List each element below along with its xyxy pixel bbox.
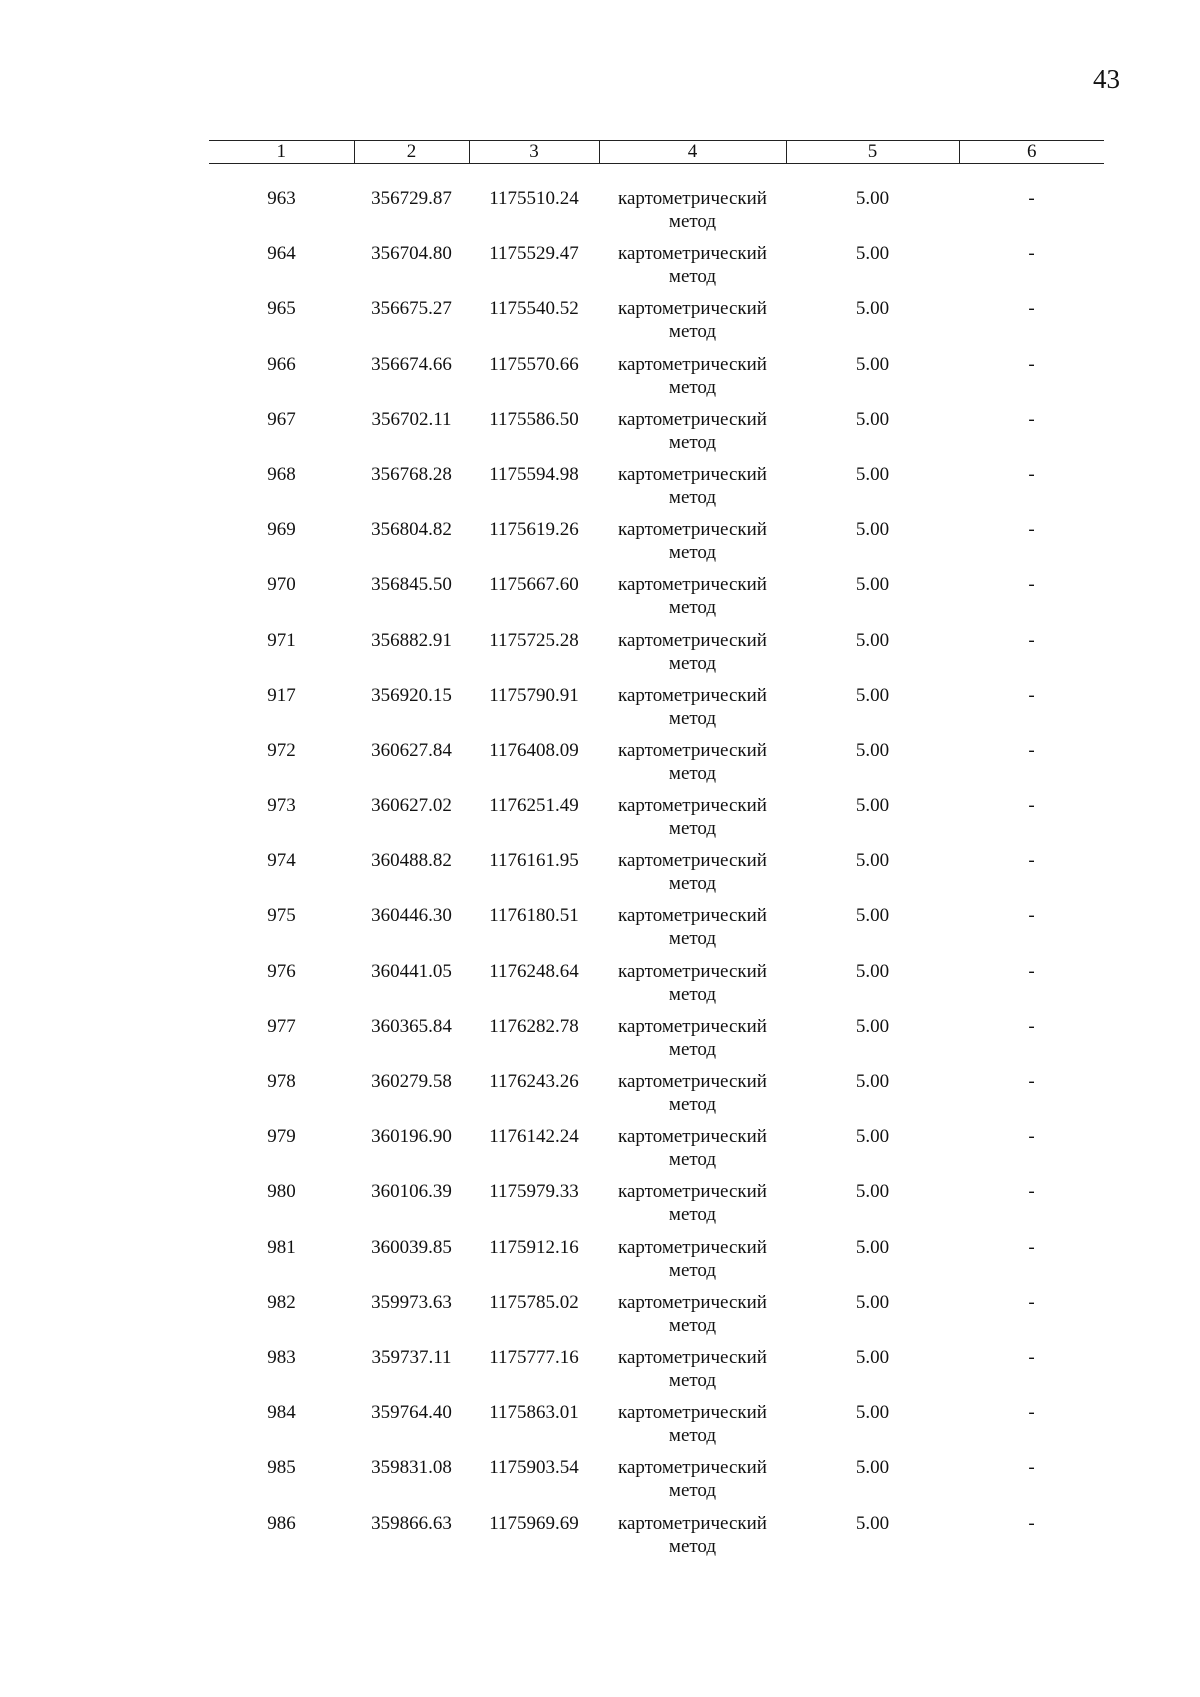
- method-line-1: картометрический: [618, 1181, 767, 1203]
- method-cell: [599, 1125, 786, 1180]
- column-header: 1: [209, 141, 354, 164]
- point-number-cell: 981: [267, 1236, 296, 1258]
- table-row: [209, 242, 1104, 297]
- y-coordinate-cell: 1175529.47: [489, 243, 579, 265]
- note-cell: -: [1028, 298, 1035, 320]
- accuracy-cell: 5.00: [855, 1291, 890, 1313]
- point-number-cell: 984: [267, 1402, 296, 1424]
- y-coordinate-cell: 1176248.64: [489, 960, 579, 982]
- y-coordinate-cell: 1176251.49: [489, 795, 579, 817]
- note-cell: -: [1028, 519, 1035, 541]
- accuracy-cell: 5.00: [855, 850, 890, 872]
- method-cell: [599, 684, 786, 739]
- point-number-cell: 976: [267, 960, 296, 982]
- accuracy-cell: 5.00: [855, 574, 890, 596]
- method-cell: [599, 904, 786, 959]
- point-number-cell: 979: [267, 1126, 296, 1148]
- table-row: [209, 518, 1104, 573]
- method-cell: [599, 629, 786, 684]
- table-row: [209, 297, 1104, 352]
- y-coordinate-cell: 1176142.24: [489, 1126, 579, 1148]
- y-coordinate-cell: 1175570.66: [489, 353, 579, 375]
- method-cell: [599, 187, 786, 242]
- method-line-1: картометрический: [618, 1512, 767, 1534]
- note-cell: -: [1028, 1015, 1035, 1037]
- accuracy-cell: 5.00: [855, 353, 890, 375]
- point-number-cell: 969: [267, 519, 296, 541]
- method-line-2: метод: [668, 652, 717, 674]
- method-cell: [599, 1070, 786, 1125]
- method-line-2: метод: [668, 1314, 717, 1336]
- method-line-1: картометрический: [618, 1015, 767, 1037]
- accuracy-cell: 5.00: [855, 298, 890, 320]
- table-row: [209, 1015, 1104, 1070]
- accuracy-cell: 5.00: [855, 1402, 890, 1424]
- y-coordinate-cell: 1175903.54: [489, 1457, 579, 1479]
- table-header: [209, 141, 1104, 164]
- accuracy-cell: 5.00: [855, 1015, 890, 1037]
- accuracy-cell: 5.00: [855, 1512, 890, 1534]
- x-coordinate-cell: 360627.84: [371, 739, 452, 761]
- x-coordinate-cell: 359866.63: [371, 1512, 452, 1534]
- table-row: [209, 463, 1104, 518]
- x-coordinate-cell: 356674.66: [371, 353, 452, 375]
- table-row: [209, 1401, 1104, 1456]
- accuracy-cell: 5.00: [855, 1346, 890, 1368]
- method-cell: [599, 1512, 786, 1567]
- note-cell: -: [1028, 960, 1035, 982]
- method-line-1: картометрический: [618, 519, 767, 541]
- method-line-2: метод: [668, 321, 717, 343]
- y-coordinate-cell: 1176180.51: [489, 905, 579, 927]
- x-coordinate-cell: 359737.11: [371, 1346, 452, 1368]
- y-coordinate-cell: 1175790.91: [489, 684, 579, 706]
- table-row: [209, 1346, 1104, 1401]
- method-line-1: картометрический: [618, 188, 767, 209]
- y-coordinate-cell: 1175863.01: [489, 1402, 579, 1424]
- x-coordinate-cell: 356920.15: [371, 684, 452, 706]
- table-row: [209, 684, 1104, 739]
- method-cell: [599, 1291, 786, 1346]
- note-cell: -: [1028, 739, 1035, 761]
- method-line-1: картометрический: [618, 298, 767, 320]
- x-coordinate-cell: 360446.30: [371, 905, 452, 927]
- accuracy-cell: 5.00: [855, 739, 890, 761]
- accuracy-cell: 5.00: [855, 1181, 890, 1203]
- column-header: 2: [354, 141, 469, 164]
- method-line-2: метод: [668, 818, 717, 840]
- point-number-cell: 983: [267, 1346, 296, 1368]
- accuracy-cell: 5.00: [855, 1457, 890, 1479]
- method-line-2: метод: [668, 376, 717, 398]
- note-cell: -: [1028, 905, 1035, 927]
- method-line-2: метод: [668, 542, 717, 564]
- table-spacer: [209, 164, 1104, 188]
- table-row: [209, 960, 1104, 1015]
- point-number-cell: 963: [267, 188, 296, 209]
- y-coordinate-cell: 1175777.16: [489, 1346, 579, 1368]
- table-row: [209, 1236, 1104, 1291]
- method-cell: [599, 1015, 786, 1070]
- method-cell: [599, 353, 786, 408]
- x-coordinate-cell: 360441.05: [371, 960, 452, 982]
- accuracy-cell: 5.00: [855, 960, 890, 982]
- point-number-cell: 982: [267, 1291, 296, 1313]
- y-coordinate-cell: 1175586.50: [489, 408, 579, 430]
- y-coordinate-cell: 1175979.33: [489, 1181, 579, 1203]
- y-coordinate-cell: 1176161.95: [489, 850, 579, 872]
- method-line-2: метод: [668, 597, 717, 619]
- method-line-2: метод: [668, 266, 717, 288]
- accuracy-cell: 5.00: [855, 188, 890, 209]
- table-row: [209, 904, 1104, 959]
- x-coordinate-cell: 360279.58: [371, 1071, 452, 1092]
- note-cell: -: [1028, 574, 1035, 596]
- method-line-2: метод: [668, 873, 717, 895]
- table-row: [209, 629, 1104, 684]
- method-line-1: картометрический: [618, 629, 767, 651]
- method-line-1: картометрический: [618, 1126, 767, 1148]
- point-number-cell: 967: [267, 408, 296, 430]
- method-line-2: метод: [668, 1425, 717, 1447]
- note-cell: -: [1028, 1402, 1035, 1424]
- method-cell: [599, 1236, 786, 1291]
- accuracy-cell: 5.00: [855, 629, 890, 651]
- table-row: [209, 739, 1104, 794]
- x-coordinate-cell: 356702.11: [371, 408, 452, 430]
- x-coordinate-cell: 356729.87: [371, 188, 452, 209]
- note-cell: -: [1028, 353, 1035, 375]
- y-coordinate-cell: 1176282.78: [489, 1015, 579, 1037]
- point-number-cell: 980: [267, 1181, 296, 1203]
- method-line-1: картометрический: [618, 684, 767, 706]
- method-line-1: картометрический: [618, 795, 767, 817]
- method-line-1: картометрический: [618, 1236, 767, 1258]
- x-coordinate-cell: 356804.82: [371, 519, 452, 541]
- column-header: 3: [469, 141, 599, 164]
- y-coordinate-cell: 1176243.26: [489, 1071, 579, 1092]
- table-row: [209, 408, 1104, 463]
- note-cell: -: [1028, 850, 1035, 872]
- accuracy-cell: 5.00: [855, 795, 890, 817]
- accuracy-cell: 5.00: [855, 1236, 890, 1258]
- method-line-2: метод: [668, 1259, 717, 1281]
- y-coordinate-cell: 1175969.69: [489, 1512, 579, 1534]
- x-coordinate-cell: 360365.84: [371, 1015, 452, 1037]
- note-cell: -: [1028, 1291, 1035, 1313]
- column-header: 4: [599, 141, 786, 164]
- method-line-2: метод: [668, 1204, 717, 1226]
- method-line-1: картометрический: [618, 463, 767, 485]
- table-row: [209, 1291, 1104, 1346]
- method-line-2: метод: [668, 762, 717, 784]
- note-cell: -: [1028, 1512, 1035, 1534]
- point-number-cell: 965: [267, 298, 296, 320]
- accuracy-cell: 5.00: [855, 684, 890, 706]
- x-coordinate-cell: 356845.50: [371, 574, 452, 596]
- table-row: [209, 1070, 1104, 1125]
- x-coordinate-cell: 359831.08: [371, 1457, 452, 1479]
- x-coordinate-cell: 356882.91: [371, 629, 452, 651]
- method-cell: [599, 573, 786, 628]
- accuracy-cell: 5.00: [855, 1071, 890, 1092]
- accuracy-cell: 5.00: [855, 1126, 890, 1148]
- point-number-cell: 985: [267, 1457, 296, 1479]
- method-line-1: картометрический: [618, 905, 767, 927]
- note-cell: -: [1028, 1346, 1035, 1368]
- note-cell: -: [1028, 684, 1035, 706]
- point-number-cell: 975: [267, 905, 296, 927]
- note-cell: -: [1028, 188, 1035, 209]
- point-number-cell: 966: [267, 353, 296, 375]
- table-row: [209, 1125, 1104, 1180]
- note-cell: -: [1028, 1126, 1035, 1148]
- note-cell: -: [1028, 463, 1035, 485]
- x-coordinate-cell: 356768.28: [371, 463, 452, 485]
- point-number-cell: 978: [267, 1071, 296, 1092]
- table-row: [209, 1512, 1104, 1567]
- table-row: [209, 849, 1104, 904]
- method-cell: [599, 518, 786, 573]
- point-number-cell: 972: [267, 739, 296, 761]
- method-line-2: метод: [668, 486, 717, 508]
- accuracy-cell: 5.00: [855, 463, 890, 485]
- method-cell: [599, 794, 786, 849]
- method-line-2: метод: [668, 1535, 717, 1557]
- x-coordinate-cell: 356704.80: [371, 243, 452, 265]
- point-number-cell: 970: [267, 574, 296, 596]
- x-coordinate-cell: 360627.02: [371, 795, 452, 817]
- point-number-cell: 971: [267, 629, 296, 651]
- method-cell: [599, 1180, 786, 1235]
- y-coordinate-cell: 1175594.98: [489, 463, 579, 485]
- x-coordinate-cell: 360196.90: [371, 1126, 452, 1148]
- method-line-1: картометрический: [618, 1402, 767, 1424]
- table-body: [209, 164, 1104, 1567]
- y-coordinate-cell: 1175912.16: [489, 1236, 579, 1258]
- y-coordinate-cell: 1175725.28: [489, 629, 579, 651]
- method-cell: [599, 408, 786, 463]
- method-line-2: метод: [668, 707, 717, 729]
- method-line-2: метод: [668, 1369, 717, 1391]
- column-header: 6: [959, 141, 1104, 164]
- method-cell: [599, 849, 786, 904]
- note-cell: -: [1028, 1236, 1035, 1258]
- accuracy-cell: 5.00: [855, 519, 890, 541]
- method-line-2: метод: [668, 1038, 717, 1060]
- method-line-2: метод: [668, 1094, 717, 1115]
- table-row: [209, 573, 1104, 628]
- method-line-2: метод: [668, 928, 717, 950]
- table-row: [209, 1180, 1104, 1235]
- method-line-1: картометрический: [618, 1291, 767, 1313]
- method-line-1: картометрический: [618, 739, 767, 761]
- accuracy-cell: 5.00: [855, 905, 890, 927]
- method-cell: [599, 297, 786, 352]
- method-line-1: картометрический: [618, 353, 767, 375]
- y-coordinate-cell: 1175510.24: [489, 188, 579, 209]
- method-line-1: картометрический: [618, 850, 767, 872]
- point-number-cell: 973: [267, 795, 296, 817]
- accuracy-cell: 5.00: [855, 243, 890, 265]
- x-coordinate-cell: 359973.63: [371, 1291, 452, 1313]
- method-cell: [599, 242, 786, 297]
- method-line-1: картометрический: [618, 960, 767, 982]
- point-number-cell: 968: [267, 463, 296, 485]
- method-cell: [599, 1346, 786, 1401]
- x-coordinate-cell: 360039.85: [371, 1236, 452, 1258]
- method-line-1: картометрический: [618, 243, 767, 265]
- method-cell: [599, 960, 786, 1015]
- header-row: [209, 141, 1104, 164]
- accuracy-cell: 5.00: [855, 408, 890, 430]
- method-cell: [599, 1401, 786, 1456]
- y-coordinate-cell: 1176408.09: [489, 739, 579, 761]
- y-coordinate-cell: 1175785.02: [489, 1291, 579, 1313]
- method-cell: [599, 1456, 786, 1511]
- column-header: 5: [786, 141, 959, 164]
- method-line-1: картометрический: [618, 408, 767, 430]
- note-cell: -: [1028, 1181, 1035, 1203]
- y-coordinate-cell: 1175619.26: [489, 519, 579, 541]
- page-number: 43: [1093, 64, 1120, 94]
- note-cell: -: [1028, 1071, 1035, 1092]
- method-line-1: картометрический: [618, 1457, 767, 1479]
- method-line-2: метод: [668, 431, 717, 453]
- x-coordinate-cell: 360106.39: [371, 1181, 452, 1203]
- coordinates-table: [209, 140, 1104, 1567]
- method-line-1: картометрический: [618, 1071, 767, 1092]
- y-coordinate-cell: 1175540.52: [489, 298, 579, 320]
- x-coordinate-cell: 360488.82: [371, 850, 452, 872]
- table-row: [209, 187, 1104, 242]
- method-line-2: метод: [668, 983, 717, 1005]
- note-cell: -: [1028, 408, 1035, 430]
- point-number-cell: 986: [267, 1512, 296, 1534]
- table-row: [209, 794, 1104, 849]
- method-cell: [599, 739, 786, 794]
- point-number-cell: 977: [267, 1015, 296, 1037]
- x-coordinate-cell: 356675.27: [371, 298, 452, 320]
- point-number-cell: 964: [267, 243, 296, 265]
- y-coordinate-cell: 1175667.60: [489, 574, 579, 596]
- method-line-1: картометрический: [618, 1346, 767, 1368]
- note-cell: -: [1028, 795, 1035, 817]
- table-row: [209, 1456, 1104, 1511]
- note-cell: -: [1028, 1457, 1035, 1479]
- method-line-2: метод: [668, 1149, 717, 1171]
- note-cell: -: [1028, 243, 1035, 265]
- table-row: [209, 353, 1104, 408]
- x-coordinate-cell: 359764.40: [371, 1402, 452, 1424]
- method-line-2: метод: [668, 1480, 717, 1502]
- method-cell: [599, 463, 786, 518]
- note-cell: -: [1028, 629, 1035, 651]
- point-number-cell: 917: [267, 684, 296, 706]
- point-number-cell: 974: [267, 850, 296, 872]
- method-line-1: картометрический: [618, 574, 767, 596]
- method-line-2: метод: [668, 211, 717, 232]
